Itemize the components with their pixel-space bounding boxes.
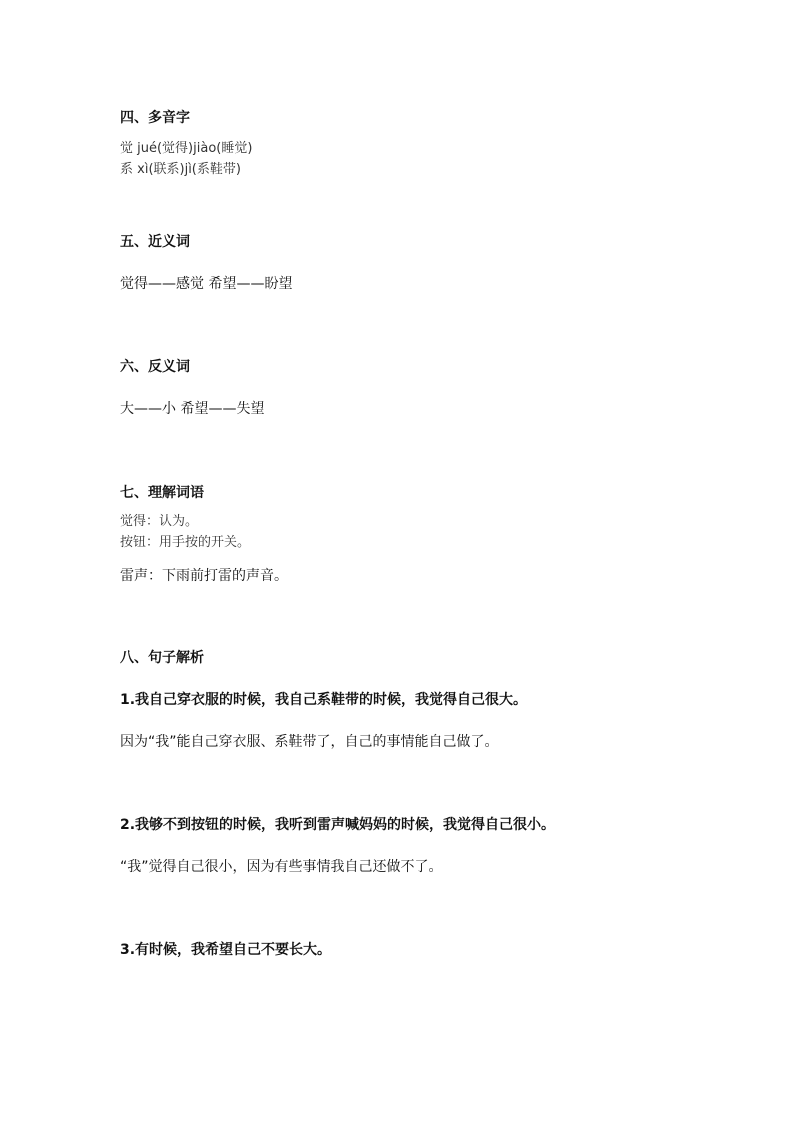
- section-4-heading: 四、多音字: [120, 110, 190, 126]
- section-5-heading: 五、近义词: [120, 234, 190, 250]
- polyphone-line-2: 系 xì(联系)jì(系鞋带): [120, 162, 241, 177]
- vocab-line-3: 雷声：下雨前打雷的声音。: [120, 568, 288, 584]
- section-7-heading: 七、理解词语: [120, 485, 204, 501]
- sentence-2-question: 2.我够不到按钮的时候，我听到雷声喊妈妈的时候，我觉得自己很小。: [120, 817, 556, 833]
- vocab-line-2: 按钮：用手按的开关。: [120, 535, 251, 550]
- sentence-1-answer: 因为“我”能自己穿衣服、系鞋带了，自己的事情能自己做了。: [120, 734, 499, 750]
- section-8-heading: 八、句子解析: [120, 650, 204, 666]
- sentence-2-answer: “我”觉得自己很小，因为有些事情我自己还做不了。: [120, 859, 443, 875]
- antonyms-line: 大——小 希望——失望: [120, 401, 265, 417]
- polyphone-line-1: 觉 jué(觉得)jiào(睡觉): [120, 141, 253, 156]
- synonyms-line: 觉得——感觉 希望——盼望: [120, 276, 293, 292]
- vocab-line-1: 觉得：认为。: [120, 514, 199, 529]
- sentence-1-question: 1.我自己穿衣服的时候，我自己系鞋带的时候，我觉得自己很大。: [120, 692, 528, 708]
- section-6-heading: 六、反义词: [120, 359, 190, 375]
- sentence-3-question: 3.有时候，我希望自己不要长大。: [120, 942, 332, 958]
